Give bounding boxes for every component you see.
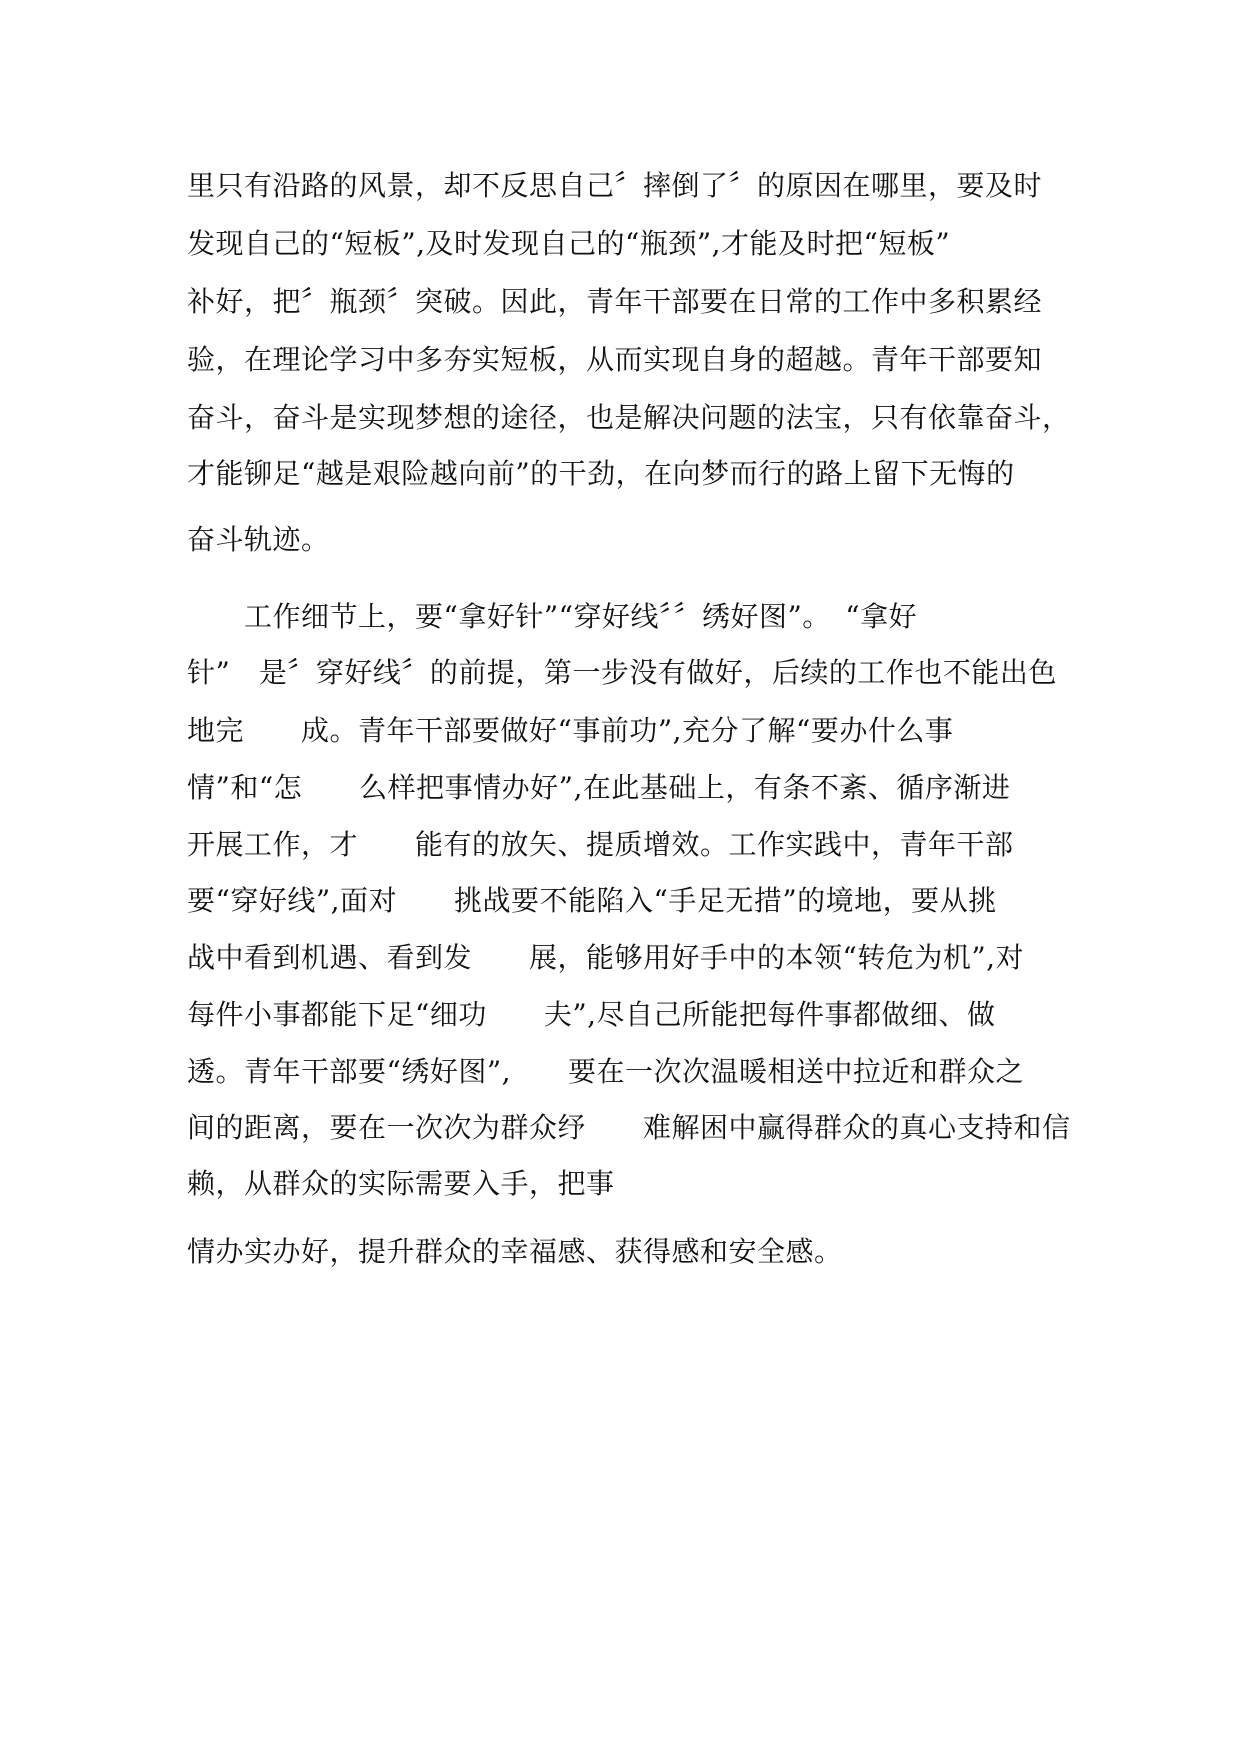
text-line: 奋斗轨迹。 <box>187 523 330 556</box>
text-line: 情办实办好，提升群众的幸福感、获得感和安全感。 <box>187 1235 843 1268</box>
text-line: 里只有沿路的风景，却不反思自己〞摔倒了〞的原因在哪里，要及时 <box>187 169 1043 202</box>
text-line: 每件小事都能下足“细功 夫”,尽自己所能把每件事都做细、做 <box>187 998 996 1031</box>
text-line: 战中看到机遇、看到发 展，能够用好手中的本领“转危为机”,对 <box>187 941 1025 974</box>
text-line: 情”和“怎 么样把事情办好”,在此基础上，有条不紊、循序渐进 <box>187 771 1011 804</box>
text-line: 透。青年干部要“绣好图”, 要在一次次温暖相送中拉近和群众之 <box>187 1055 1025 1088</box>
text-line: 开展工作，才 能有的放矢、提质增效。工作实践中，青年干部 <box>187 828 1014 861</box>
text-line: 针” 是〞穿好线〞的前提，第一步没有做好，后续的工作也不能出色 <box>187 656 1057 689</box>
text-line: 才能铆足“越是艰险越向前”的干劲，在向梦而行的路上留下无悔的 <box>187 457 1015 490</box>
text-line: 地完 成。青年干部要做好“事前功”,充分了解“要办什么事 <box>187 714 954 747</box>
text-line: 工作细节上，要“拿好针”“穿好线〞〞绣好图”。 “拿好 <box>187 600 918 633</box>
text-line: 验，在理论学习中多夯实短板，从而实现自身的超越。青年干部要知 <box>187 343 1043 376</box>
text-line: 要“穿好线”,面对 挑战要不能陷入“手足无措”的境地，要从挑 <box>187 884 997 917</box>
text-line: 间的距离，要在一次次为群众纾 难解困中赢得群众的真心支持和信 <box>187 1111 1071 1144</box>
text-line: 赖，从群众的实际需要入手，把事 <box>187 1167 615 1200</box>
text-line: 发现自己的“短板”,及时发现自己的“瓶颈”,才能及时把“短板” <box>187 227 951 260</box>
text-line: 奋斗，奋斗是实现梦想的途径，也是解决问题的法宝，只有依靠奋斗， <box>187 401 1071 434</box>
text-line: 补好，把〞瓶颈〞突破。因此，青年干部要在日常的工作中多积累经 <box>187 285 1043 318</box>
